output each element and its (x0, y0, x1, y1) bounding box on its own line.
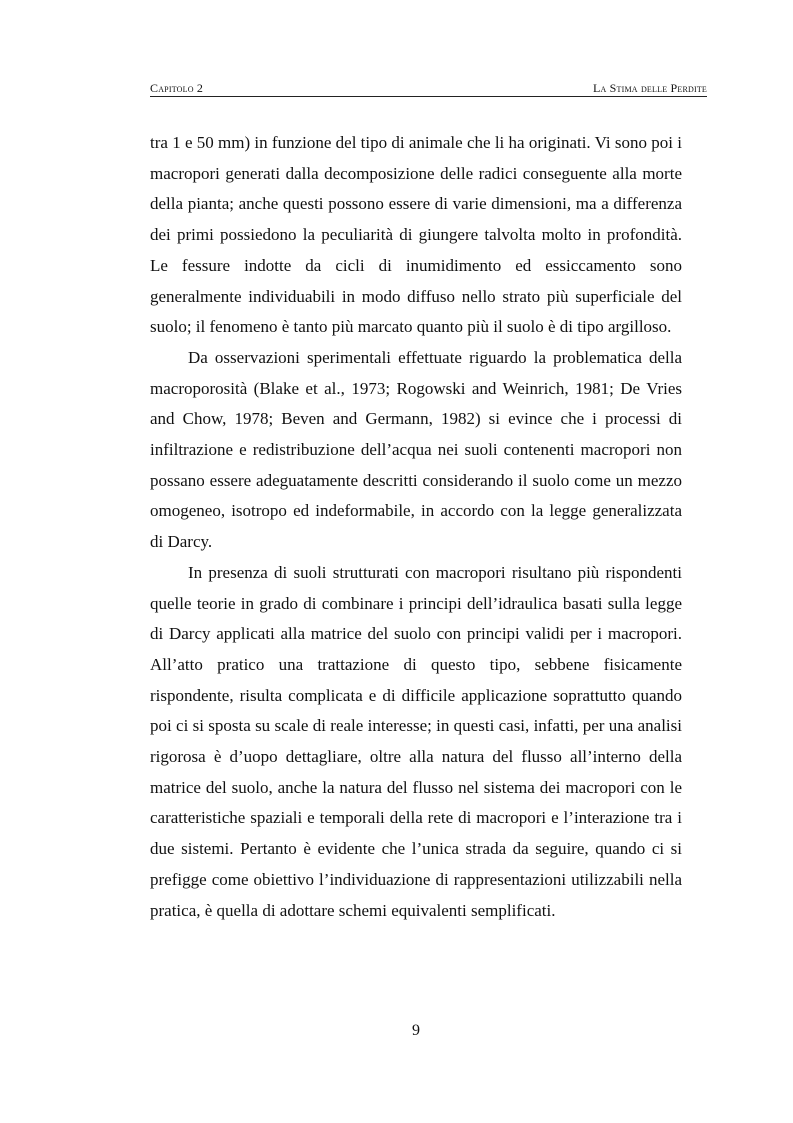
page-number: 9 (412, 1022, 420, 1039)
running-header (150, 80, 707, 97)
section-title: La Stima delle Perdite (592, 81, 707, 95)
paragraph-1: tra 1 e 50 mm) in funzione del tipo di animale che li ha originati. Vi sono poi i macropori generati dalla decomposizione delle radici conseguente alla morte della pianta; anche questi possono essere di varie dimensioni, ma a differenza dei primi possiedono la peculiarità di giungere talvolta molto in profondità. Le fessure indotte da cicli di inumidimento ed essiccamento sono generalmente individuabili in modo diffuso nello strato più superficiale del suolo; il fenomeno è tanto più marcato quanto più il suolo è di tipo argilloso. (150, 133, 682, 337)
body-text (150, 128, 682, 926)
paragraph-3: In presenza di suoli strutturati con macropori risultano più rispondenti quelle teorie in grado di combinare i principi dell’idraulica basati sulla legge di Darcy applicati alla matrice del suolo con principi validi per i macropori. All’atto pratico una trattazione di questo tipo, sebbene fisicamente rispondente, risulta complicata e di difficile applicazione soprattutto quando poi ci si sposta su scale di reale interesse; in questi casi, infatti, per una analisi rigorosa è d’uopo dettagliare, oltre alla natura del flusso all’interno della matrice del suolo, anche la natura del flusso nel sistema dei macropori con le caratteristiche spaziali e temporali della rete di macropori e l’interazione tra i due sistemi. Pertanto è evidente che l’unica strada da seguire, quando ci si prefigge come obiettivo l’individuazione di rappresentazioni utilizzabili nella pratica, è quella di adottare schemi equivalenti semplificati. (150, 562, 682, 920)
paragraph-2: Da osservazioni sperimentali effettuate riguardo la problematica della macroporosità (Blake et al., 1973; Rogowski and Weinrich, 1981; De Vries and Chow, 1978; Beven and Germann, 1982) si evince che i processi di infiltrazione e redistribuzione dell’acqua nei suoli contenenti macropori non possano essere adeguatamente descritti considerando il suolo come un mezzo omogeneo, isotropo ed indeformabile, in accordo con la legge generalizzata di Darcy. (150, 347, 682, 552)
chapter-label: Capitolo 2 (150, 81, 204, 95)
